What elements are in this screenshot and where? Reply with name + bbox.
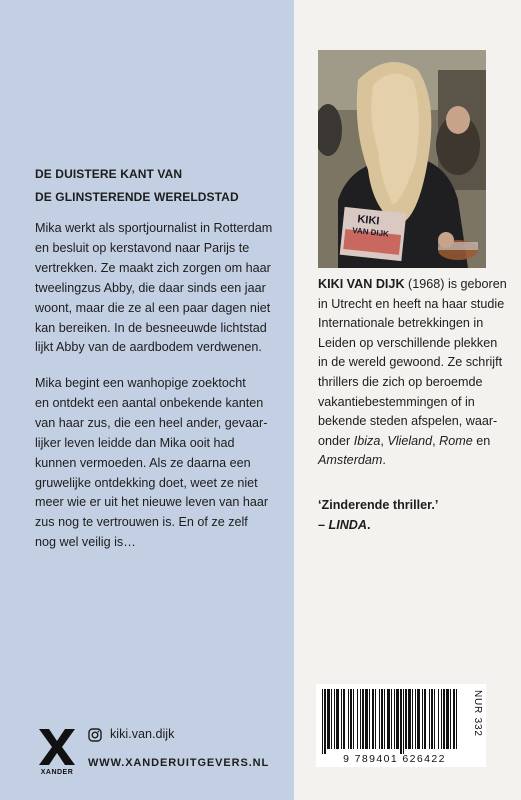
author-bio-line (318, 432, 513, 452)
blurb-line: kunnen vermoeden. Als ze daarna een (35, 455, 251, 470)
quote-source-line (318, 515, 508, 535)
blurb-line: tweelingzus Abby, die daar sinds een jaar (35, 280, 266, 295)
blurb-line: en ontdekt een aantal onbekende kanten (35, 395, 264, 410)
author-bio-text: . (382, 453, 386, 468)
blurb-line: lijker leven leidde dan Mika ooit had (35, 435, 235, 450)
barcode-bar (322, 689, 323, 754)
barcode-bar (403, 689, 404, 754)
author-bio-line: Internationale betrekkingen in (318, 316, 484, 331)
author-bio-line (318, 451, 513, 471)
isbn-number: 9 789401 626422 (343, 753, 446, 765)
barcode-bar (422, 689, 423, 749)
author-bio-text: , (380, 433, 388, 448)
publisher-logo-text: XANDER (40, 769, 74, 775)
headline-line: DE GLINSTERENDE WERELDSTAD (35, 190, 239, 204)
instagram-handle[interactable]: kiki.van.dijk (110, 727, 175, 741)
blurb-line: vertrekken. Ze maakt zich zorgen om haar (35, 260, 271, 275)
barcode-bar (405, 689, 407, 749)
blurb-line: zus nog te vertrouwen is. En of ze zelf (35, 515, 248, 530)
barcode-bar (456, 689, 457, 749)
publisher-logo (37, 727, 77, 775)
barcode-bar (343, 689, 345, 749)
author-bio-line: bekende steden afspelen, waar- (318, 414, 498, 429)
publisher-website[interactable]: WWW.XANDERUITGEVERS.NL (88, 757, 270, 769)
author-bio-text: , (432, 433, 440, 448)
barcode-bar (408, 689, 411, 749)
blurb-line: en besluit op kerstavond naar Parijs te (35, 240, 250, 255)
photo-book-subtitle: VAN DIJK (351, 225, 390, 239)
barcode-bar (387, 689, 390, 749)
blurb-line: kan bereiken. In de besneeuwde lichtstad (35, 320, 267, 335)
author-bio-text: onder (318, 433, 354, 448)
author-name: KIKI VAN DIJK (318, 277, 405, 291)
barcode-bar (450, 689, 451, 749)
barcode-bar (443, 689, 445, 749)
barcode-bar (360, 689, 361, 749)
barcode-bar (453, 689, 455, 749)
blurb-line: gruwelijke ontdekking doet, weet ze niet (35, 475, 258, 490)
barcode-bar (381, 689, 383, 749)
author-bio-line: thrillers die zich op beroemde (318, 374, 483, 389)
barcode-bar (362, 689, 364, 749)
barcode-bar (379, 689, 380, 749)
blurb-line: Mika begint een wanhopige zoektocht (35, 376, 246, 390)
author-bio-line: in de wereld gewoond. Ze schrijft (318, 355, 503, 370)
barcode-bar (327, 689, 330, 749)
blurb-paragraph-2 (35, 374, 287, 553)
barcode-bar (434, 689, 435, 749)
destination-rome: Rome (439, 433, 473, 448)
quote-text: ‘Zinderende thriller.’ (318, 498, 439, 512)
barcode-bar (446, 689, 449, 749)
barcode-bar (429, 689, 430, 749)
destination-amsterdam: Amsterdam (318, 453, 383, 468)
author-bio-line: Leiden op verschillende plekken (318, 335, 498, 350)
barcode-bar (357, 689, 358, 749)
quote-source: LINDA (328, 518, 367, 532)
author-photo-illustration (318, 50, 486, 268)
destination-vlieland: Vlieland (387, 433, 433, 448)
barcode-bar (391, 689, 392, 749)
quote-dash: – (318, 518, 329, 532)
barcode-bar (396, 689, 399, 749)
barcode-bar (438, 689, 439, 749)
author-bio (318, 275, 513, 471)
barcode-bar (441, 689, 442, 749)
author-bio-line: in Utrecht en heeft na haar studie (318, 296, 505, 311)
author-bio-line: vakantiebestemmingen of in (318, 394, 475, 409)
barcode-bar (369, 689, 370, 749)
barcode-bar (412, 689, 413, 749)
barcode-bar (341, 689, 342, 749)
blurb-line: Mika werkt als sportjournalist in Rotterdam (35, 221, 273, 235)
photo-book-title: KIKI (356, 213, 380, 228)
barcode-bar (415, 689, 416, 749)
barcode-bar (394, 689, 395, 749)
barcode-bar (350, 689, 352, 749)
barcode-bar (431, 689, 433, 749)
barcode-bar (365, 689, 368, 749)
barcode-bar (375, 689, 376, 749)
instagram-icon (88, 728, 102, 742)
barcode-bar (348, 689, 349, 749)
barcode-bar (324, 689, 326, 754)
headline-line: DE DUISTERE KANT VAN (35, 167, 183, 181)
blurb-line: van haar zus, die een heel ander, gevaar- (35, 415, 268, 430)
barcode-bar (424, 689, 426, 749)
blurb-line: lijkt Abby van de aardbodem verdwenen. (35, 340, 262, 355)
nur-code: NUR 332 (472, 690, 483, 737)
headline (35, 163, 285, 209)
author-bio-text: en (472, 433, 491, 448)
barcode-bar (372, 689, 374, 749)
blurb-line: nog wel veilig is… (35, 535, 136, 550)
barcode-bar (417, 689, 420, 749)
barcode-bar (384, 689, 385, 749)
barcode-bar (334, 689, 335, 749)
author-bio-line: (1968) is geboren (404, 277, 507, 291)
barcode-bar (336, 689, 339, 749)
author-photo (318, 50, 486, 268)
press-quote (318, 495, 508, 535)
blurb-line: meer wie er uit het nieuwe leven van haar (35, 495, 269, 510)
blurb-line: woont, maar die ze al een paar dagen niet (35, 300, 271, 315)
barcode-bar (400, 689, 402, 754)
barcode-bar (331, 689, 332, 749)
quote-end: . (367, 518, 371, 532)
barcode-bar (353, 689, 354, 749)
destination-ibiza: Ibiza (353, 433, 381, 448)
blurb-paragraph-1 (35, 219, 287, 358)
